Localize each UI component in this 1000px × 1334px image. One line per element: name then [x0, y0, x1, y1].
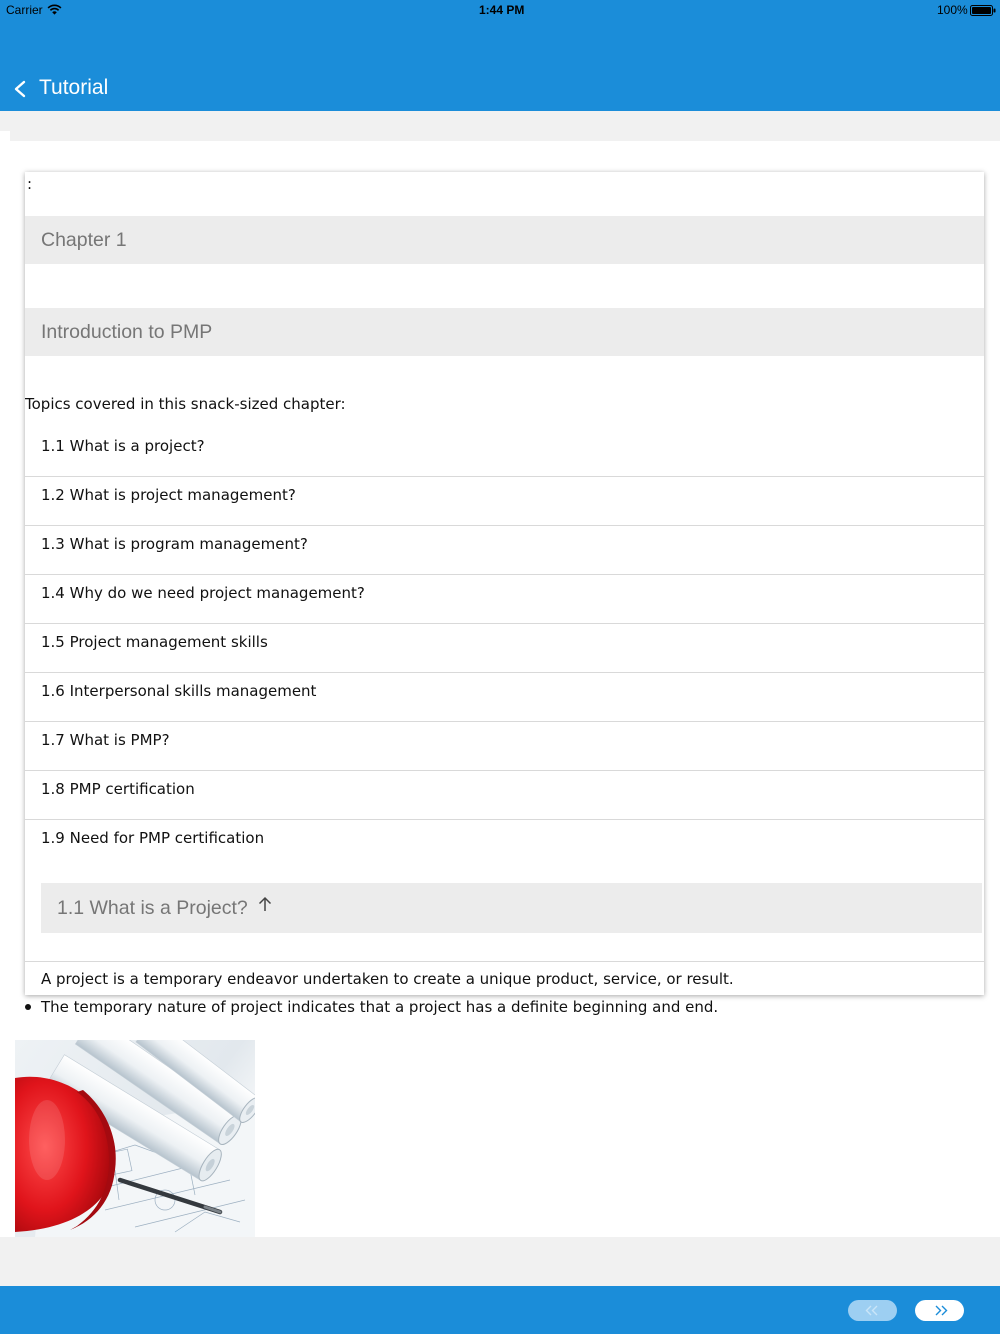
topics-intro: Topics covered in this snack-sized chapter: — [25, 395, 346, 413]
double-chevron-right-icon[interactable] — [932, 1305, 948, 1316]
chapter-title: Introduction to PMP — [25, 308, 984, 356]
content-bottom-strip — [0, 1237, 1000, 1286]
section-heading: 1.1 What is a Project? — [57, 897, 248, 919]
back-chevron-icon[interactable] — [13, 80, 27, 98]
previous-page-button[interactable] — [848, 1300, 897, 1321]
topic-item[interactable]: 1.9 Need for PMP certification — [41, 829, 265, 847]
topic-item[interactable]: 1.4 Why do we need project management? — [25, 575, 984, 624]
back-button-label[interactable]: Tutorial — [39, 76, 109, 99]
topic-item[interactable]: 1.2 What is project management? — [25, 477, 984, 526]
chapter-label: Chapter 1 — [25, 216, 984, 264]
section-paragraph: A project is a temporary endeavor undertaken to create a unique product, service, or result. — [41, 970, 734, 988]
status-bar — [0, 0, 1000, 20]
topic-item[interactable]: 1.7 What is PMP? — [25, 722, 984, 771]
topic-item[interactable]: 1.8 PMP certification — [25, 771, 984, 820]
wifi-icon — [47, 4, 62, 15]
back-button[interactable] — [10, 72, 130, 106]
arrow-up-icon[interactable] — [258, 896, 272, 912]
topic-item[interactable]: 1.5 Project management skills — [25, 624, 984, 673]
chapter-card — [25, 172, 984, 995]
top-bar — [0, 0, 1000, 111]
nav-bar — [0, 20, 1000, 111]
bottom-toolbar — [0, 1286, 1000, 1334]
topic-item[interactable]: 1.3 What is program management? — [25, 526, 984, 575]
header-divider-strip-lower — [10, 131, 1000, 141]
topic-item[interactable]: 1.1 What is a project? — [25, 428, 984, 477]
battery-percent: 100% — [937, 3, 968, 17]
hard-hat-blueprints-image — [15, 1040, 255, 1237]
bullet-item: The temporary nature of project indicates that a project has a definite beginning and end. — [0, 997, 1000, 1017]
topic-item[interactable]: 1.6 Interpersonal skills management — [25, 673, 984, 722]
bullet-list — [0, 997, 1000, 1017]
battery-icon — [970, 5, 996, 16]
status-time: 1:44 PM — [479, 3, 525, 17]
carrier-label: Carrier — [6, 3, 43, 17]
next-page-button[interactable] — [915, 1300, 964, 1321]
section-divider — [25, 961, 984, 962]
double-chevron-left-icon[interactable] — [865, 1305, 881, 1316]
header-divider-strip — [0, 111, 1000, 131]
section-header — [41, 883, 982, 933]
card-prefix: : — [27, 175, 33, 193]
topics-list — [25, 428, 984, 869]
